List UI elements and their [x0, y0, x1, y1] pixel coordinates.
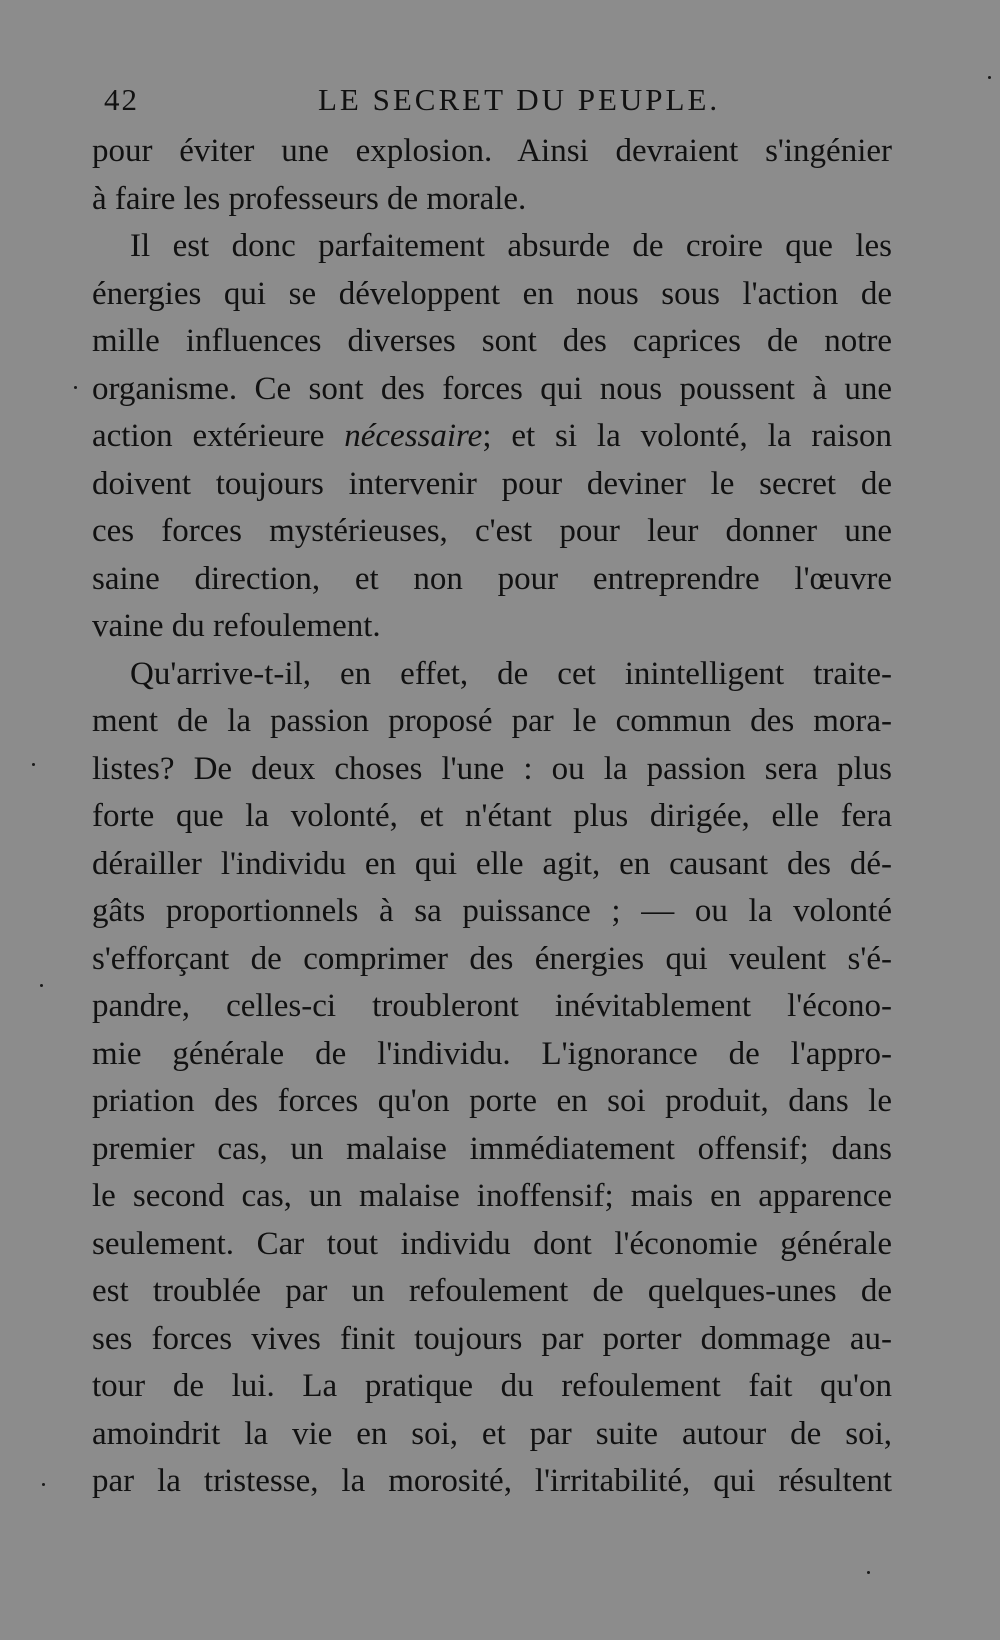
text-line-with-emphasis [92, 413, 892, 461]
text-line: saine direction, et non pour entreprendre l'œuvre [92, 560, 892, 597]
text-segment: action extérieure [92, 418, 325, 454]
text-segment: ; et si la volonté, la raison [482, 418, 892, 454]
text-line: priation des forces qu'on porte en soi produit, dans le [92, 1083, 892, 1119]
text-line: amoindrit la vie en soi, et par suite autour de soi, [92, 1415, 892, 1452]
text-line: pour éviter une explosion. Ainsi devraient s'ingénier [92, 133, 892, 169]
text-line: forte que la volonté, et n'étant plus dirigée, elle fera [92, 798, 892, 834]
text-line: doivent toujours intervenir pour deviner le secret de [92, 465, 892, 502]
text-line: ces forces mystérieuses, c'est pour leur donner une [92, 513, 892, 549]
scan-speck [32, 763, 35, 766]
text-line: mille influences diverses sont des caprices de notre [92, 323, 892, 359]
running-title: LE SECRET DU PEUPLE. [318, 82, 721, 117]
emphasized-word: nécessaire [344, 418, 483, 454]
text-line: énergies qui se développent en nous sous l'action de [92, 275, 892, 312]
text-line: premier cas, un malaise immédiatement offensif; dans [92, 1130, 892, 1167]
scan-speck [74, 386, 77, 389]
text-line: le second cas, un malaise inoffensif; mais en apparence [92, 1178, 892, 1214]
scan-speck [988, 76, 991, 79]
page-header [100, 78, 880, 128]
text-line: à faire les professeurs de morale. [92, 180, 527, 217]
text-line: par la tristesse, la morosité, l'irritabilité, qui résultent [92, 1463, 892, 1499]
text-line: seulement. Car tout individu dont l'économie générale [92, 1225, 892, 1262]
text-line: est troublée par un refoulement de quelques-unes de [92, 1273, 892, 1309]
text-line: pandre, celles-ci troubleront inévitablement l'écono- [92, 988, 892, 1024]
text-line: mie générale de l'individu. L'ignorance de l'appro- [92, 1035, 892, 1072]
text-line: ses forces vives finit toujours par porter dommage au- [92, 1320, 892, 1357]
scan-speck [867, 1571, 870, 1574]
paragraph-first-line: Qu'arrive-t-il, en effet, de cet inintelligent traite- [130, 655, 892, 692]
text-line: gâts proportionnels à sa puissance ; — ou la volonté [92, 893, 892, 929]
page-number: 42 [104, 82, 139, 117]
text-line: ment de la passion proposé par le commun des mora- [92, 703, 892, 739]
text-line: dérailler l'individu en qui elle agit, en causant des dé- [92, 845, 892, 882]
scan-speck [42, 1483, 45, 1486]
paragraph-first-line: Il est donc parfaitement absurde de croire que les [130, 228, 892, 264]
scan-speck [40, 984, 43, 987]
text-line: organisme. Ce sont des forces qui nous poussent à une [92, 370, 892, 407]
body-text [92, 128, 892, 1506]
text-line: s'efforçant de comprimer des énergies qui veulent s'é- [92, 940, 892, 977]
text-line: vaine du refoulement. [92, 608, 381, 644]
text-line: tour de lui. La pratique du refoulement fait qu'on [92, 1368, 892, 1404]
text-line: listes? De deux choses l'une : ou la passion sera plus [92, 750, 892, 787]
